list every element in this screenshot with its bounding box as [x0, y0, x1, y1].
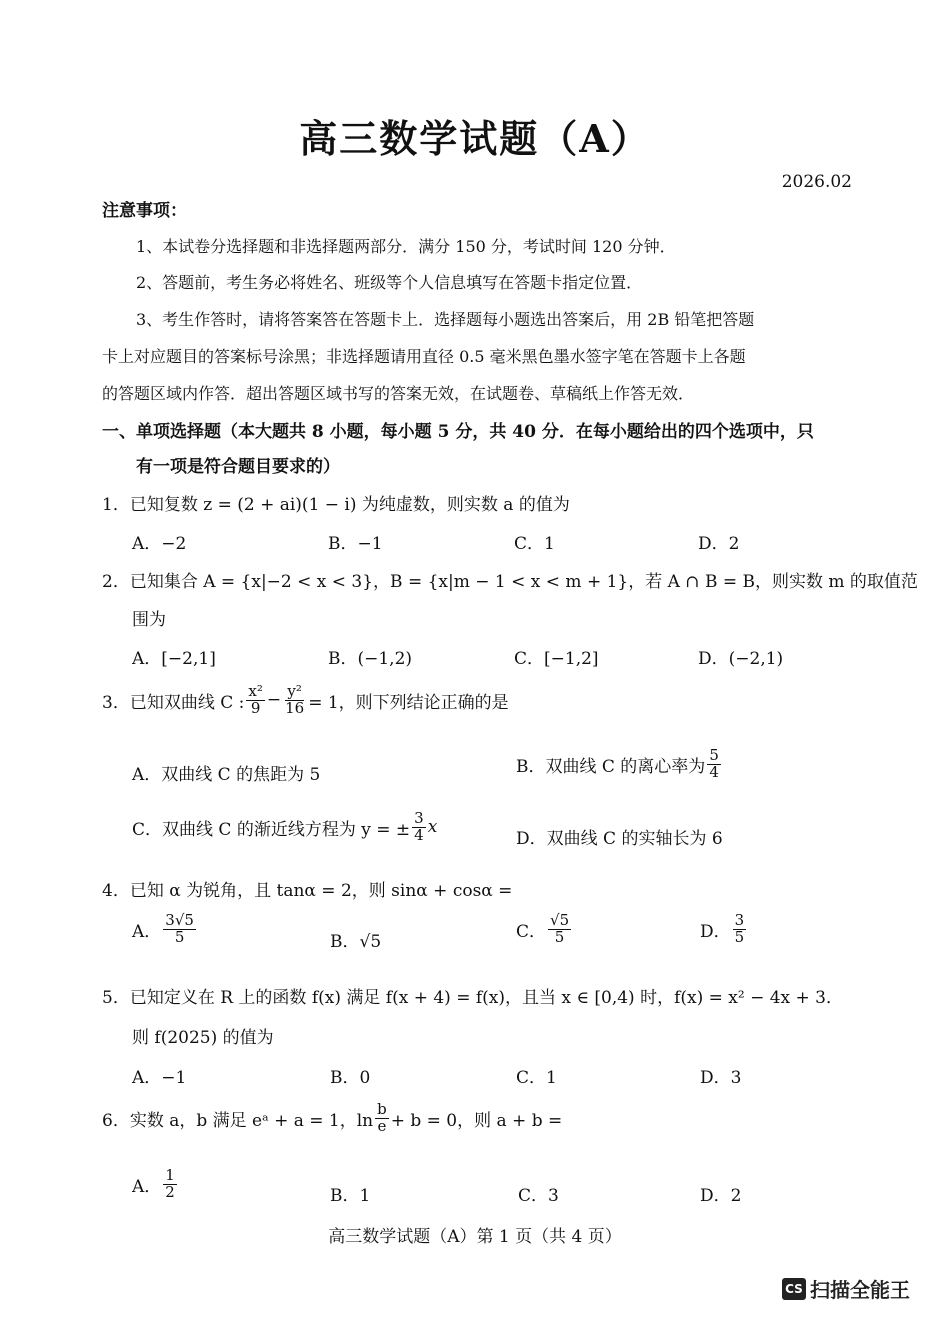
q4-option-a-fraction [163, 913, 196, 946]
q5-option-d: D．3 [700, 1068, 742, 1088]
question-4-stem: 4．已知 α 为锐角，且 tanα = 2，则 sinα + cosα = [102, 881, 513, 901]
q6-option-a-label: A． [132, 1176, 162, 1197]
q5-option-b: B．0 [330, 1068, 371, 1088]
page-title: 高三数学试题（A） [299, 116, 651, 161]
q4-a-den: 5 [174, 927, 185, 946]
q3-frac-y-den: 16 [285, 698, 305, 717]
q2-option-d: D．(−2,1) [698, 649, 784, 669]
q3-option-d: D．双曲线 C 的实轴长为 6 [516, 829, 723, 849]
q4-option-d-label: D． [700, 921, 731, 942]
q6-frac-num: b [377, 1100, 387, 1118]
q6-fraction [375, 1102, 389, 1135]
q3-option-a: A．双曲线 C 的焦距为 5 [132, 765, 321, 785]
q5-option-a: A．−1 [132, 1068, 187, 1088]
q3-option-c-text: C．双曲线 C 的渐近线方程为 y = ± [132, 819, 411, 840]
q6-option-d: D．2 [700, 1186, 742, 1206]
section-heading-cont: 有一项是符合题目要求的） [136, 457, 340, 477]
q4-d-num: 3 [734, 911, 745, 929]
q1-option-d: D．2 [698, 534, 740, 554]
q3-c-den: 4 [414, 825, 424, 844]
q1-option-c: C．1 [514, 534, 555, 554]
notice-item: 1、本试卷分选择题和非选择题两部分．满分 150 分，考试时间 120 分钟． [136, 237, 676, 256]
q3-b-den: 4 [709, 762, 719, 781]
notice-item: 的答题区域内作答．超出答题区域书写的答案无效，在试题卷、草稿纸上作答无效． [102, 384, 695, 403]
q3-c-num: 3 [414, 809, 424, 827]
question-2-stem: 2．已知集合 A = {x|−2 < x < 3}，B = {x|m − 1 < x < m + 1}，若 A ∩ B = B，则实数 m 的取值范 [102, 572, 918, 592]
q3-option-b-fraction [707, 748, 721, 781]
q2-option-a: A．[−2,1] [132, 649, 216, 669]
q4-option-c-fraction [548, 913, 571, 946]
q2-option-c: C．[−1,2] [514, 649, 599, 669]
scanner-logo-icon: CS [782, 1278, 806, 1300]
notice-heading: 注意事项： [102, 201, 187, 221]
q5-option-c: C．1 [516, 1068, 557, 1088]
q1-option-b: B．−1 [328, 534, 383, 554]
question-1-stem: 1．已知复数 z = (2 + ai)(1 − i) 为纯虚数，则实数 a 的值为 [102, 495, 570, 515]
q4-option-a [132, 913, 198, 946]
scanner-watermark [782, 1274, 910, 1303]
q6-option-c: C．3 [518, 1186, 559, 1206]
q4-c-num: √5 [550, 911, 570, 929]
q4-option-b: B．√5 [330, 932, 382, 952]
q3-option-b [516, 748, 723, 781]
q6-option-a [132, 1168, 179, 1201]
q6-frac-den: e [377, 1116, 387, 1135]
scanner-logo-text: 扫描全能王 [810, 1278, 910, 1302]
q6-a-den: 2 [165, 1182, 175, 1201]
q3-frac-y-num: y² [287, 682, 302, 700]
q2-option-b: B．(−1,2) [328, 649, 413, 669]
q4-option-d [700, 913, 748, 946]
question-6-stem [102, 1102, 562, 1135]
question-5-stem-cont: 则 f(2025) 的值为 [132, 1028, 274, 1048]
q3-option-c [132, 811, 437, 844]
question-3-stem [102, 684, 509, 717]
q6-option-a-fraction [163, 1168, 177, 1201]
q3-option-c-var: x [427, 817, 438, 838]
q3-fraction-y [283, 684, 306, 717]
q3-option-b-text: B．双曲线 C 的离心率为 [516, 756, 706, 777]
q4-option-a-label: A． [132, 921, 162, 942]
q3-frac-x-num: x² [248, 682, 263, 700]
section-heading: 一、单项选择题（本大题共 8 小题，每小题 5 分，共 40 分．在每小题给出的四个选项中，只 [102, 422, 814, 442]
notice-item: 3、考生作答时，请将答案答在答题卡上．选择题每小题选出答案后，用 2B 铅笔把答题 [136, 310, 755, 329]
q4-c-den: 5 [554, 927, 565, 946]
question-5-stem: 5．已知定义在 R 上的函数 f(x) 满足 f(x + 4) = f(x)，且当 x ∈ [0,4) 时，f(x) = x² − 4x + 3． [102, 988, 843, 1008]
q3-frac-x-den: 9 [250, 698, 261, 717]
q4-option-c-label: C． [516, 921, 547, 942]
question-2-stem-cont: 围为 [132, 610, 166, 630]
q3-fraction-x [246, 684, 264, 717]
q4-a-num: 3√5 [165, 911, 194, 929]
q3-stem-prefix: 3．已知双曲线 C : [102, 692, 245, 713]
q3-b-num: 5 [709, 746, 719, 764]
q4-option-d-fraction [733, 913, 747, 946]
q3-minus: − [266, 690, 282, 711]
exam-date: 2026.02 [781, 172, 852, 192]
q6-option-b: B．1 [330, 1186, 371, 1206]
q1-option-a: A．−2 [132, 534, 187, 554]
q3-option-c-fraction [412, 811, 426, 844]
notice-item: 卡上对应题目的答案标号涂黑；非选择题请用直径 0.5 毫米黑色墨水签字笔在答题卡上各题 [102, 347, 746, 366]
q6-a-num: 1 [165, 1166, 175, 1184]
q4-option-c [516, 913, 573, 946]
q6-stem-prefix: 6．实数 a，b 满足 eᵃ + a = 1，ln [102, 1110, 374, 1131]
q6-stem-suffix: + b = 0，则 a + b = [390, 1110, 563, 1131]
q3-stem-suffix: = 1，则下列结论正确的是 [308, 692, 509, 713]
notice-item: 2、答题前，考生务必将姓名、班级等个人信息填写在答题卡指定位置． [136, 273, 643, 292]
q4-d-den: 5 [734, 927, 745, 946]
page-footer: 高三数学试题（A）第 1 页（共 4 页） [328, 1227, 622, 1247]
